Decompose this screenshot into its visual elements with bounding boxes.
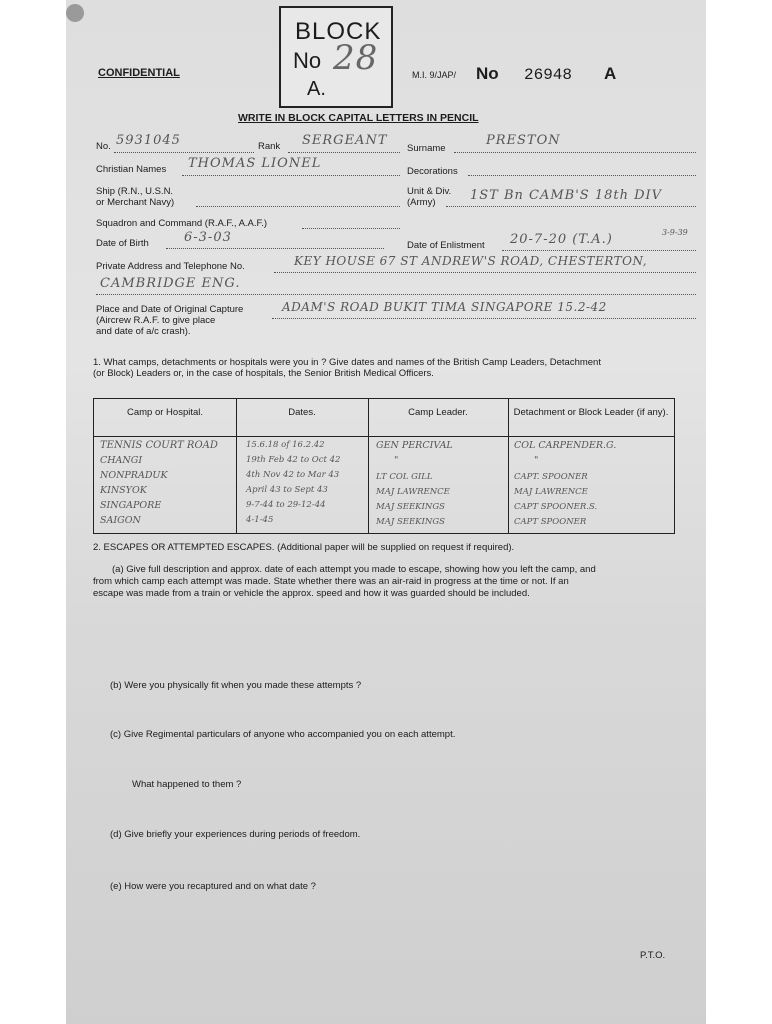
form-series: A [604, 64, 617, 83]
section2-a-line-1: (a) Give full description and approx. date of each attempt you made to escape, showing how you left the camp, and [112, 564, 596, 575]
table-cell-dates-3: April 43 to Sept 43 [246, 485, 328, 495]
table-cell-dates-1: 19th Feb 42 to Oct 42 [246, 455, 341, 465]
enlistment-value: 20-7-20 (T.A.) [510, 232, 613, 247]
table-cell-leader-4: MAJ SEEKINGS [376, 502, 445, 512]
table-cell-leader-2: LT COL GILL [376, 472, 433, 482]
table-cell-dates-4: 9-7-44 to 29-12-44 [246, 500, 326, 510]
table-header-detachment: Detachment or Block Leader (if any). [513, 407, 669, 418]
service-no-label: No. [96, 141, 111, 152]
form-no-label: No [476, 64, 499, 83]
ship-label-1: Ship (R.N., U.S.N. [96, 186, 174, 197]
address-value-1: KEY HOUSE 67 ST ANDREW'S ROAD, CHESTERTON, [294, 254, 648, 268]
address-label: Private Address and Telephone No. [96, 261, 245, 272]
table-header-dates: Dates. [288, 407, 316, 418]
confidential-label: CONFIDENTIAL [98, 67, 180, 79]
form-no-value: 26948 [524, 66, 573, 84]
christian-names-label: Christian Names [96, 164, 167, 175]
table-cell-detachment-2: CAPT. SPOONER [514, 472, 588, 482]
instruction-heading: WRITE IN BLOCK CAPITAL LETTERS IN PENCIL [238, 112, 479, 124]
punch-hole [66, 4, 84, 22]
unit-label-1: Unit & Div. [407, 186, 452, 197]
camps-table [93, 398, 675, 534]
section2-a-line-2: from which camp each attempt was made. State whether there was an air-raid in progress at the time or not. If an [93, 576, 569, 587]
dob-value: 6-3-03 [184, 230, 232, 245]
section2-e: (e) How were you recaptured and on what date ? [110, 881, 316, 892]
capture-label-1: Place and Date of Original Capture [96, 304, 244, 315]
table-cell-camp-4: SINGAPORE [100, 500, 162, 511]
table-cell-camp-3: KINSYOK [100, 485, 147, 496]
surname-value: PRESTON [486, 133, 561, 148]
section1-question-2: (or Block) Leaders or, in the case of hospitals, the Senior British Medical Officers. [93, 368, 434, 379]
section2-heading: 2. ESCAPES OR ATTEMPTED ESCAPES. (Additional paper will be supplied on request if required). [93, 542, 515, 553]
section2-c-sub: What happened to them ? [132, 779, 242, 790]
ship-label-2: or Merchant Navy) [96, 197, 175, 208]
table-cell-dates-0: 15.6.18 of 16.2.42 [246, 440, 325, 450]
decorations-label: Decorations [407, 166, 458, 177]
table-header-camp: Camp or Hospital. [126, 407, 204, 418]
capture-label-3: and date of a/c crash). [96, 326, 191, 337]
capture-label-2: (Aircrew R.A.F. to give place [96, 315, 216, 326]
dob-label: Date of Birth [96, 238, 149, 249]
table-cell-leader-3: MAJ LAWRENCE [376, 487, 450, 497]
stamp-no-text: No [293, 48, 322, 73]
block-stamp [279, 6, 393, 108]
document-page [66, 0, 706, 1024]
table-cell-camp-5: SAIGON [100, 515, 141, 526]
stamp-number: 28 [333, 38, 379, 78]
service-no-value: 5931045 [116, 133, 181, 148]
unit-value: 1ST Bn CAMB'S 18th DIV [470, 188, 663, 203]
ref-label: M.I. 9/JAP/ [412, 70, 457, 80]
table-cell-leader-5: MAJ SEEKINGS [376, 517, 445, 527]
table-cell-detachment-4: CAPT SPOONER.S. [514, 502, 598, 512]
table-cell-dates-2: 4th Nov 42 to Mar 43 [246, 470, 340, 480]
capture-value: ADAM'S ROAD BUKIT TIMA SINGAPORE 15.2-42 [282, 300, 607, 314]
table-cell-detachment-5: CAPT SPOONER [514, 517, 587, 527]
stamp-letter: A. [307, 78, 326, 100]
section1-question-1: 1. What camps, detachments or hospitals were you in ? Give dates and names of the British Camp Leaders, Detachment [93, 357, 601, 368]
squadron-label: Squadron and Command (R.A.F., A.A.F.) [96, 218, 268, 229]
section2-c: (c) Give Regimental particulars of anyone who accompanied you on each attempt. [110, 729, 456, 740]
rank-value: SERGEANT [302, 133, 388, 148]
table-header-leader: Camp Leader. [408, 407, 468, 418]
table-cell-detachment-3: MAJ LAWRENCE [514, 487, 588, 497]
rank-label: Rank [258, 141, 281, 152]
stamp-block-text: BLOCK [295, 18, 382, 45]
unit-label-2: (Army) [407, 197, 436, 208]
address-value-2: CAMBRIDGE ENG. [100, 276, 241, 291]
section2-a-line-3: escape was made from a train or vehicle the approx. speed and how it was guarded should be included. [93, 588, 530, 599]
table-cell-leader-0: GEN PERCIVAL [376, 440, 453, 451]
table-cell-camp-0: TENNIS COURT ROAD [100, 440, 218, 451]
pto-label: P.T.O. [640, 950, 666, 961]
enlistment-note: 3-9-39 [662, 228, 688, 237]
table-cell-camp-2: NONPRADUK [100, 470, 168, 481]
table-cell-detachment-1: " [534, 455, 539, 466]
table-cell-detachment-0: COL CARPENDER.G. [514, 440, 617, 451]
christian-names-value: THOMAS LIONEL [188, 156, 322, 171]
enlistment-label: Date of Enlistment [407, 240, 485, 251]
surname-label: Surname [407, 143, 446, 154]
table-cell-leader-1: " [394, 455, 399, 466]
section2-d: (d) Give briefly your experiences during periods of freedom. [110, 829, 361, 840]
table-cell-camp-1: CHANGI [100, 455, 143, 466]
table-cell-dates-5: 4-1-45 [246, 515, 274, 525]
section2-b: (b) Were you physically fit when you made these attempts ? [110, 680, 362, 691]
